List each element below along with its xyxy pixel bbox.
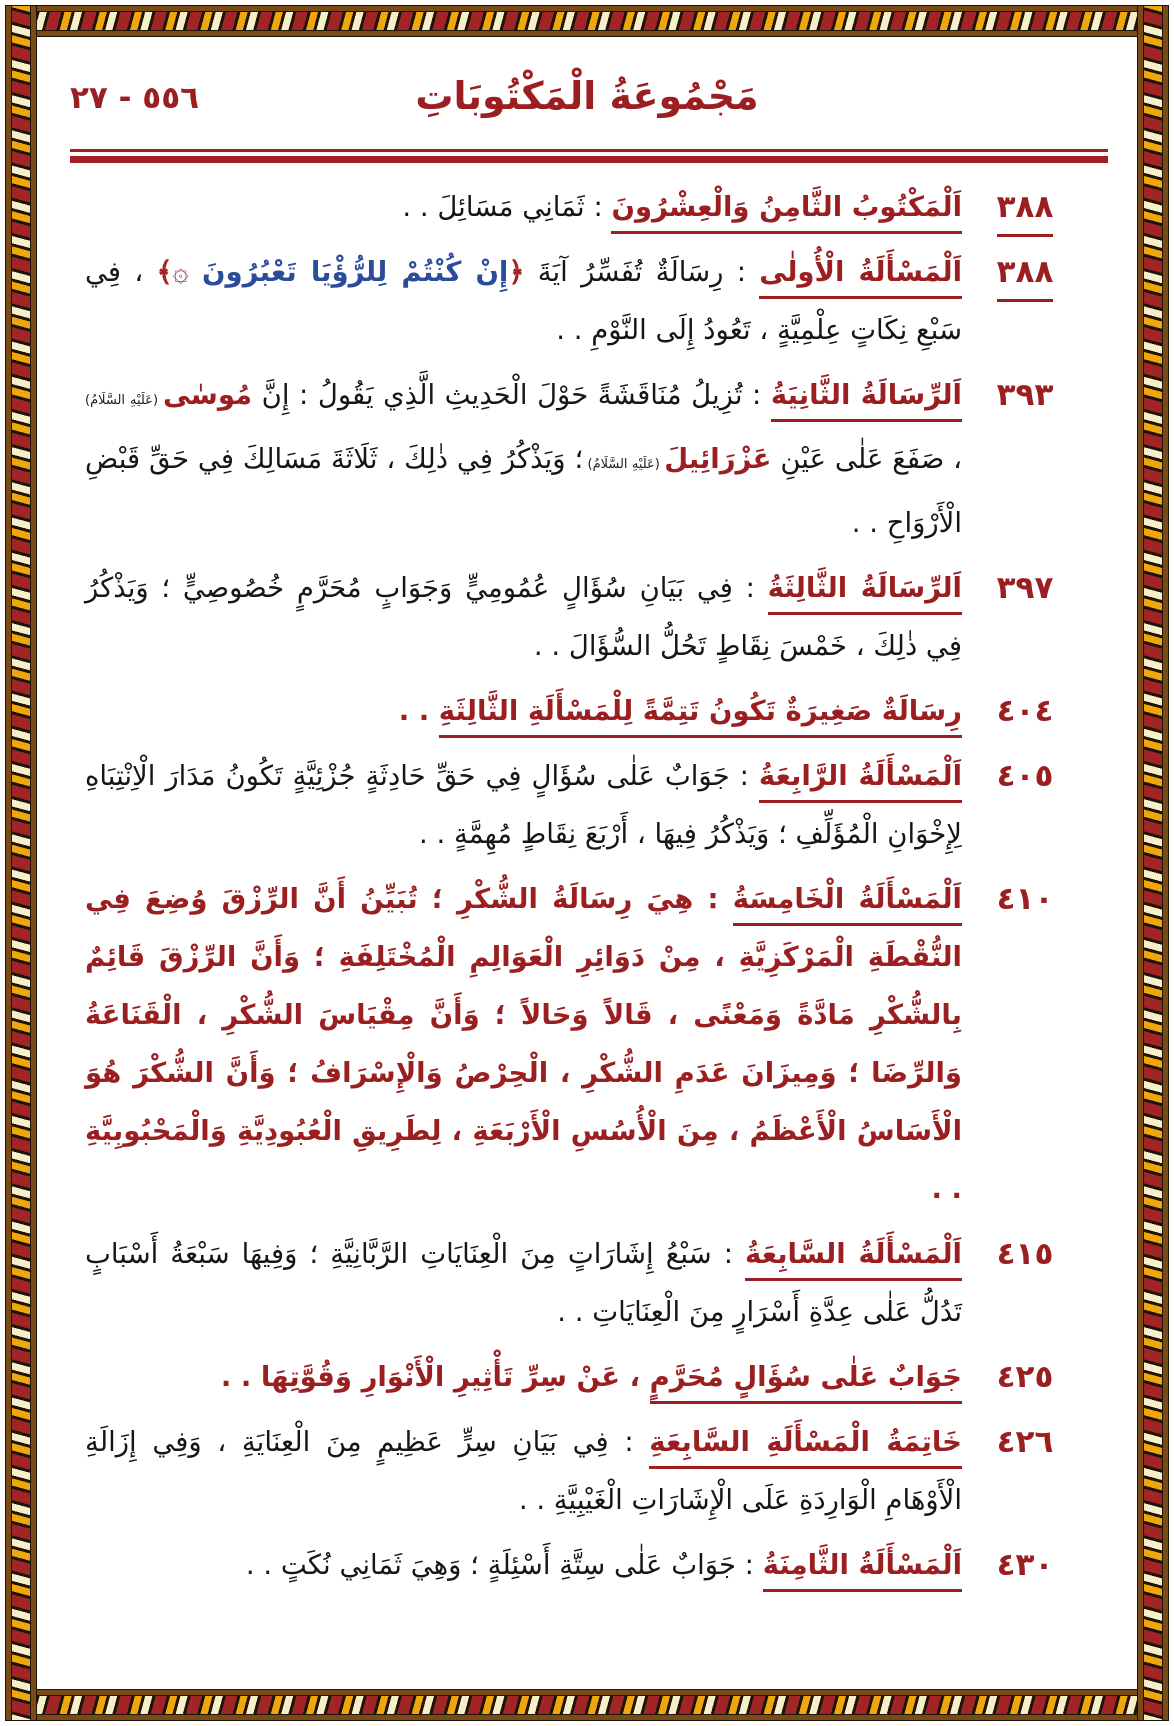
alayhi-assalam-mark: (عَلَيْهِ السَّلَامُ) (583, 457, 665, 472)
entry-text (85, 1225, 962, 1341)
entry-number (982, 178, 1068, 236)
alayhi-assalam-mark: (عَلَيْهِ السَّلَامُ) (85, 393, 163, 408)
quran-quote: إِنْ كُنْتُمْ لِلرُّؤْيَا تَعْبُرُونَ (202, 256, 509, 288)
text-segment: : جَوَابٌ عَلٰى سُؤَالٍ فِي حَقِّ حَادِثَةٍ جُزْئِيَّةٍ تَكُونُ مَدَارَ الْاِنْتِبَاهِ لِإِخْوَانِ الْمُؤَلِّفِ ؛ وَيَذْكُرُ فِيهَا ، أَرْبَعَ نِقَاطٍ مُهِمَّةٍ . . (85, 760, 962, 850)
entry-number (982, 366, 1068, 552)
text-segment: : رِسَالَةٌ تُفَسِّرُ آيَةَ (524, 256, 760, 288)
text-segment: : ثَمَانِي مَسَائِلَ . . (402, 191, 612, 223)
entry-text (85, 243, 962, 359)
entry-row (85, 1536, 1068, 1594)
entry-text (85, 1536, 962, 1594)
entry-number-text: ٤٢٦ (996, 1424, 1054, 1460)
text-segment: مُوسٰى (162, 379, 253, 411)
entry-number (982, 870, 1068, 1218)
entry-heading: خَاتِمَةُ الْمَسْأَلَةِ السَّابِعَةِ (649, 1426, 962, 1469)
text-segment: ، عَنْ سِرِّ تَأْثِيرِ الْأَنْوَارِ وَقُوَّتِهَا . . (220, 1361, 650, 1393)
entry-row (85, 747, 1068, 863)
entry-number (982, 747, 1068, 863)
entry-row (85, 870, 1068, 1218)
entry-number-text: ٤٠٥ (996, 758, 1054, 794)
entry-row (85, 366, 1068, 552)
verse-rosette-icon: ۞ (172, 256, 202, 288)
quran-bracket: ﴿ (508, 256, 525, 288)
entry-number (982, 1225, 1068, 1341)
entry-number (982, 1348, 1068, 1406)
entry-text (85, 747, 962, 863)
entry-number-text: ٤١٠ (996, 881, 1054, 917)
text-segment: : تُزِيلُ مُنَاقَشَةً حَوْلَ الْحَدِيثِ الَّذِي يَقُولُ : إِنَّ (252, 379, 771, 411)
entries-list (85, 178, 1068, 1601)
entry-text (85, 559, 962, 675)
text-segment: ؛ وَيَذْكُرُ فِي ذٰلِكَ ، ثَلَاثَةَ مَسَالِكَ فِي حَقِّ قَبْضِ الْأَرْوَاحِ . . (85, 443, 962, 539)
page-header (70, 74, 1104, 138)
text-segment: : سَبْعُ إِشَارَاتٍ مِنَ الْعِنَايَاتِ الرَّبَّانِيَّةِ ؛ وَفِيهَا سَبْعَةُ أَسْبَابٍ تَدُلُّ عَلٰى عِدَّةِ أَسْرَارٍ مِنَ الْعِنَايَاتِ . . (85, 1238, 962, 1328)
entry-heading: اَلْمَسْأَلَةُ السَّابِعَةُ (745, 1238, 962, 1281)
entry-number-text: ٤٣٠ (996, 1547, 1054, 1583)
entry-row (85, 243, 1068, 359)
entry-heading: اَلْمَسْأَلَةُ الثَّامِنَةُ (763, 1549, 962, 1592)
text-segment: . . (398, 695, 439, 727)
entry-row (85, 1413, 1068, 1529)
entry-number-text: ٣٨٨ (997, 254, 1054, 302)
entry-number-text: ٣٩٣ (996, 377, 1054, 413)
entry-text (85, 178, 962, 236)
header-double-rule (70, 149, 1108, 163)
entry-heading: اَلْمَكْتُوبُ الثَّامِنُ وَالْعِشْرُونَ (611, 191, 962, 234)
page-number: ٥٥٦ - ٢٧ (70, 80, 200, 116)
ornamental-border-right (1137, 5, 1169, 1721)
entry-row (85, 559, 1068, 675)
entry-heading: رِسَالَةٌ صَغِيرَةٌ تَكُونُ تَتِمَّةً لِلْمَسْأَلَةِ الثَّالِثَةِ (439, 695, 962, 738)
entry-heading: اَلْمَسْأَلَةُ الْخَامِسَةُ (733, 883, 962, 926)
entry-row (85, 1348, 1068, 1406)
text-segment: ، صَفَعَ عَلٰى عَيْنِ (771, 443, 962, 475)
entry-text (85, 366, 962, 552)
quran-bracket: ﴾ (156, 256, 173, 288)
entry-number (982, 1536, 1068, 1594)
entry-number-text: ٤٠٤ (996, 693, 1054, 729)
entry-text (85, 682, 962, 740)
entry-heading: اَلرِّسَالَةُ الثَّانِيَةُ (771, 379, 962, 422)
entry-number (982, 1413, 1068, 1529)
text-segment: ، فِي سَبْعِ نِكَاتٍ عِلْمِيَّةٍ ، تَعُودُ إِلَى النَّوْمِ . . (85, 256, 962, 346)
text-segment: : هِيَ رِسَالَةُ الشُّكْرِ ؛ تُبَيِّنُ أَنَّ الرِّزْقَ وُضِعَ فِي النُّقْطَةِ الْمَرْكَزِيَّةِ ، مِنْ دَوَائِرِ الْعَوَالِمِ الْمُخْتَلِفَةِ ؛ وَأَنَّ الرِّزْقَ قَائِمٌ بِالشُّكْرِ مَادَّةً وَمَعْنًى ، قَالاً وَحَالاً ؛ وَأَنَّ مِقْيَاسَ الشُّكْرِ ، الْقَنَاعَةُ وَالرِّضَا ؛ وَمِيزَانَ عَدَمِ الشُّكْرِ ، الْحِرْصُ وَالْإِسْرَافُ ؛ وَأَنَّ الشُّكْرَ هُوَ الْأَسَاسُ الْأَعْظَمُ ، مِنَ الْأُسُسِ الْأَرْبَعَةِ ، لِطَرِيقِ الْعُبُودِيَّةِ وَالْمَحْبُوبِيَّةِ . . (85, 883, 962, 1205)
entry-number-text: ٣٨٨ (997, 189, 1054, 237)
entry-number (982, 559, 1068, 675)
entry-text (85, 870, 962, 1218)
ornamental-border-top (5, 5, 1169, 37)
entry-row (85, 178, 1068, 236)
entry-number-text: ٣٩٧ (996, 570, 1054, 606)
entry-number (982, 682, 1068, 740)
entry-row (85, 1225, 1068, 1341)
entry-text (85, 1348, 962, 1406)
text-segment: : جَوَابٌ عَلٰى سِتَّةِ أَسْئِلَةٍ ؛ وَهِيَ ثَمَانِي نُكَتٍ . . (245, 1549, 763, 1581)
ornamental-border-bottom (5, 1689, 1169, 1721)
entry-heading: اَلْمَسْأَلَةُ الْأُولٰى (759, 256, 962, 299)
entry-row (85, 682, 1068, 740)
entry-number (982, 243, 1068, 359)
entry-number-text: ٤١٥ (996, 1236, 1054, 1272)
entry-number-text: ٤٢٥ (996, 1359, 1054, 1395)
entry-text (85, 1413, 962, 1529)
ornamental-border-left (5, 5, 37, 1721)
page-title: مَجْمُوعَةُ الْمَكْتُوبَاتِ (415, 74, 759, 118)
text-segment: : فِي بَيَانِ سِرٍّ عَظِيمٍ مِنَ الْعِنَايَةِ ، وَفِي إِزَالَةِ الْأَوْهَامِ الْوَارِدَةِ عَلَى الْإِشَارَاتِ الْغَيْبِيَّةِ . . (85, 1426, 962, 1516)
entry-heading: جَوَابٌ عَلٰى سُؤَالٍ مُحَرَّمٍ (650, 1361, 962, 1404)
text-segment: عَزْرَائِيلَ (664, 443, 772, 475)
text-segment: : فِي بَيَانِ سُؤَالٍ عُمُومِيٍّ وَجَوَابٍ مُحَرَّمٍ خُصُوصِيٍّ ؛ وَيَذْكُرُ فِي ذٰلِكَ ، خَمْسَ نِقَاطٍ تَحُلُّ السُّؤَالَ . . (85, 572, 962, 662)
entry-heading: اَلْمَسْأَلَةُ الرَّابِعَةُ (759, 760, 962, 803)
entry-heading: اَلرِّسَالَةُ الثَّالِثَةُ (768, 572, 962, 615)
